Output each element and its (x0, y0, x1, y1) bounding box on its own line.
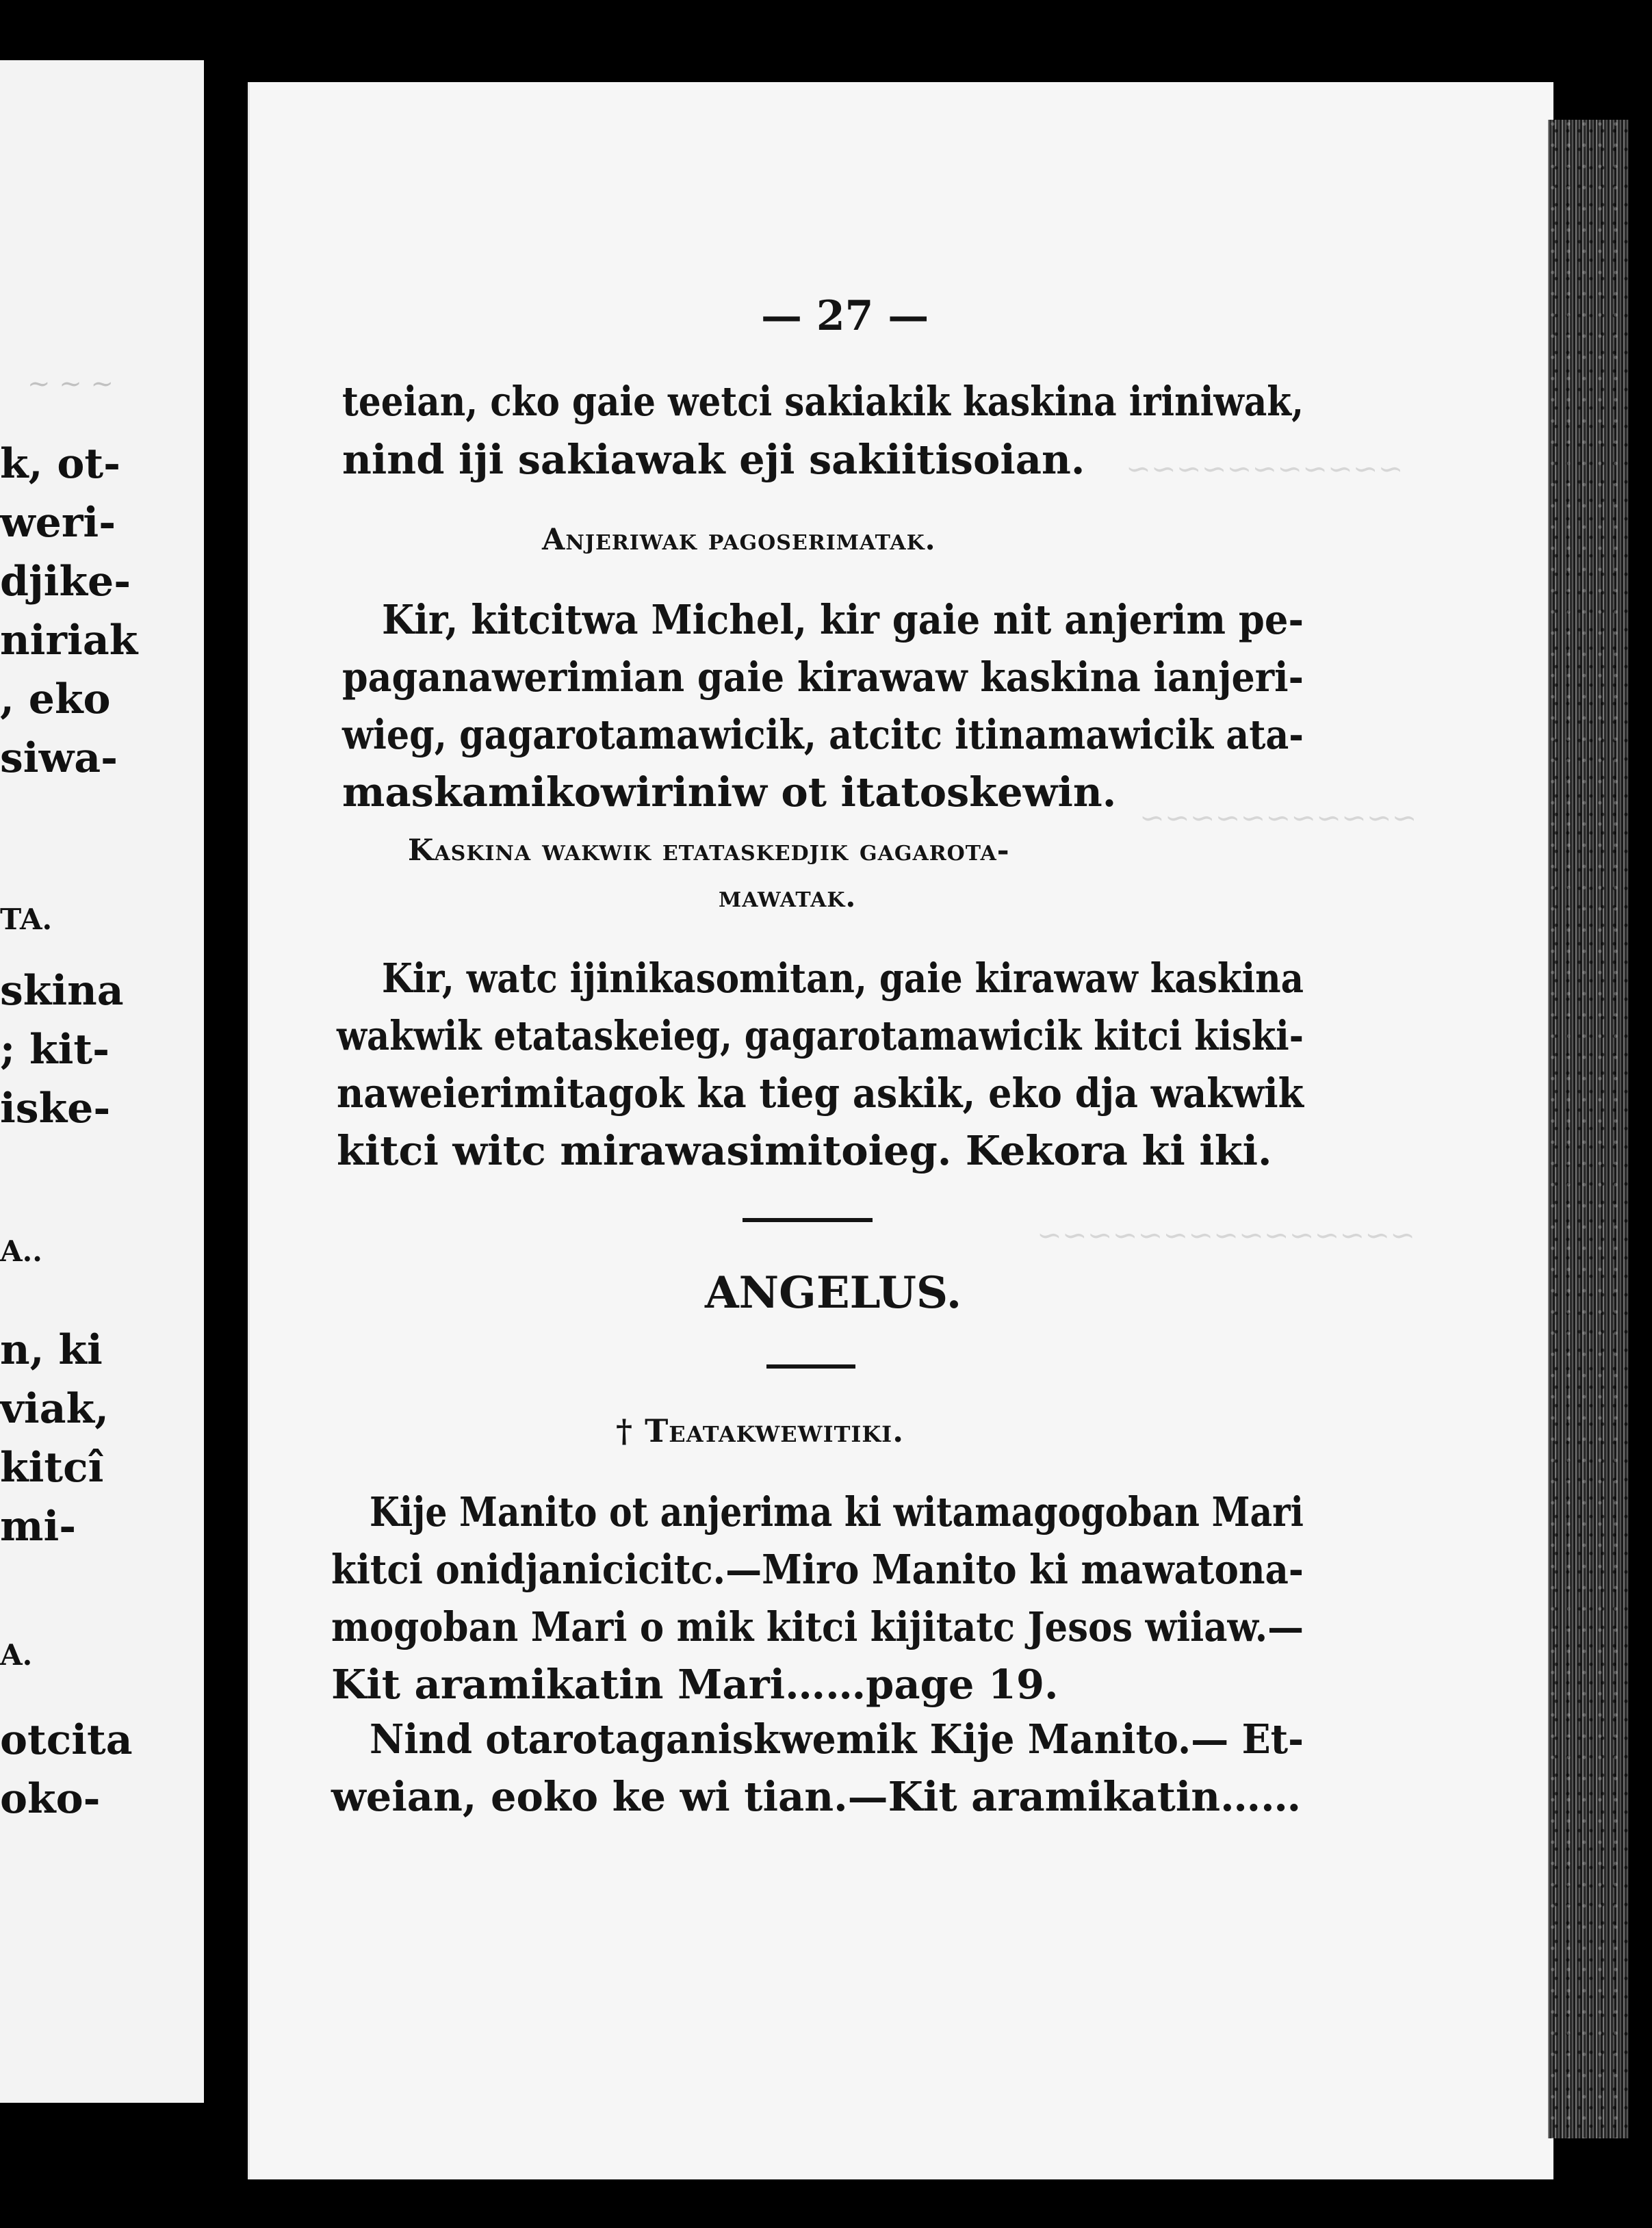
section-title: ANGELUS. (705, 1267, 962, 1319)
left-line: A.. (0, 1234, 42, 1268)
text-line: nind iji sakiawak eji sakiitisoian. (342, 436, 1085, 483)
left-line: mi- (0, 1503, 77, 1551)
divider-rule (743, 1218, 873, 1222)
left-line: , eko (0, 675, 111, 723)
book-gutter (204, 0, 246, 2228)
text-line: wieg, gagarotamawicik, atcitc itinamawicik ata- (342, 711, 1304, 758)
text-line: teeian, cko gaie wetci sakiakik kaskina iriniwak, (342, 378, 1304, 425)
left-line: djike- (0, 558, 131, 606)
left-line: n, ki (0, 1326, 103, 1374)
page-fore-edge (1548, 120, 1629, 2138)
text-line: naweierimitagok ka tieg askik, eko dja wakwik (337, 1070, 1304, 1117)
left-line: oko- (0, 1775, 101, 1823)
text-line: kitci witc mirawasimitoieg. Kekora ki iki. (337, 1127, 1272, 1174)
text-line: Nind otarotaganiskwemik Kije Manito.— Et- (370, 1715, 1304, 1763)
text-line: Kir, watc ijinikasomitan, gaie kirawaw kaskina (382, 955, 1304, 1002)
section-heading: † Teatakwewitiki. (616, 1412, 905, 1449)
text-line: mogoban Mari o mik kitci kijitatc Jesos wiiaw.— (331, 1603, 1304, 1650)
bleed-through-text: ~~~~~~~~~~~ (1139, 801, 1417, 836)
left-line: A. (0, 1638, 33, 1672)
section-heading: Anjeriwak pagoserimatak. (542, 523, 936, 557)
left-line: weri- (0, 499, 116, 547)
page-number: — 27 — (761, 292, 929, 340)
text-line: weian, eoko ke wi tian.—Kit aramikatin…… (331, 1773, 1302, 1820)
divider-rule (766, 1364, 855, 1369)
left-line: siwa- (0, 734, 118, 782)
section-heading: mawatak. (719, 880, 857, 914)
text-line: wakwik etataskeieg, gagarotamawicik kitci kiski- (337, 1012, 1304, 1059)
left-page (0, 60, 204, 2103)
left-line: TA. (0, 903, 53, 936)
text-line: kitci onidjanicicitc.—Miro Manito ki mawatona- (331, 1546, 1304, 1593)
left-line: skina (0, 967, 124, 1015)
section-heading: Kaskina wakwik etataskedjik gagarota- (408, 833, 1010, 868)
text-line: maskamikowiriniw ot itatoskewin. (342, 768, 1117, 816)
left-line: niriak (0, 617, 138, 664)
left-line: iske- (0, 1085, 111, 1132)
text-line: Kije Manito ot anjerima ki witamagogoban Mari (370, 1488, 1304, 1536)
bleed-through-text: ~~~~~~~~~~~ (1126, 452, 1404, 487)
left-line: kitcî (0, 1444, 104, 1492)
left-line: k, ot- (0, 440, 120, 488)
text-line: Kit aramikatin Mari……page 19. (331, 1661, 1059, 1708)
left-line: otcita (0, 1716, 133, 1764)
text-line: paganawerimian gaie kirawaw kaskina ianjeri- (342, 653, 1304, 701)
bleed-through-text: ~~~~~~~~~~~~~~~ (1037, 1218, 1416, 1253)
left-line: viak, (0, 1385, 109, 1433)
bleed-through-text: ~ ~ ~ (27, 368, 114, 400)
left-line: ; kit- (0, 1026, 110, 1074)
text-line: Kir, kitcitwa Michel, kir gaie nit anjerim pe- (382, 596, 1304, 643)
